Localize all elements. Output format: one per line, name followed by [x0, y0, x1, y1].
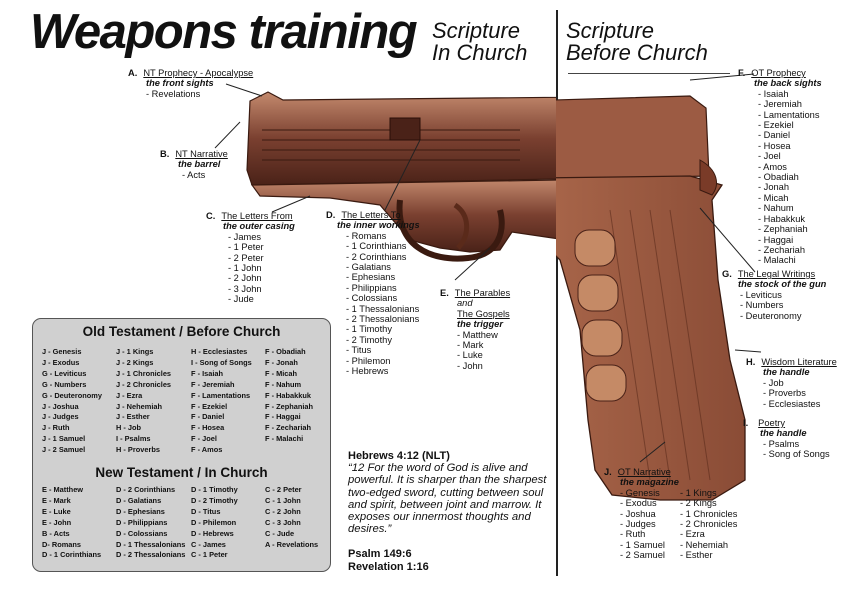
section-e-item: - Mark: [457, 340, 484, 351]
section-g-item: - Numbers: [740, 300, 784, 311]
section-j-item: - 1 Kings: [680, 487, 717, 498]
section-j-item: - Nehemiah: [680, 539, 729, 550]
ot-key-cell: J - Ruth: [42, 423, 70, 433]
nt-key-grid: [42, 485, 331, 561]
section-h-item: - Proverbs: [763, 388, 806, 399]
ot-key-cell: J - Ezra: [116, 390, 143, 400]
section-f: [738, 68, 822, 266]
section-j-item: - Judges: [620, 519, 656, 530]
section-f-item: - Joel: [758, 151, 781, 162]
section-j-letter: J.: [604, 467, 612, 477]
nt-key-cell: D - 1 Corinthians: [42, 550, 102, 560]
ot-key-cell: J - Nehemiah: [116, 401, 163, 411]
section-f-item: - Jeremiah: [758, 99, 802, 110]
section-e-name: The Parables: [454, 288, 511, 298]
section-d-item: - Philemon: [346, 355, 391, 366]
section-i-letter: I.: [743, 418, 749, 428]
section-c-item: - 1 Peter: [228, 242, 264, 253]
section-f-item: - Lamentations: [758, 109, 820, 120]
subtitle-right-line2: Before Church: [566, 40, 708, 65]
section-h-letter: H.: [746, 357, 756, 367]
section-j-col2: [680, 488, 750, 561]
section-e-name2: The Gospels: [457, 308, 510, 319]
ot-key-cell: F - Micah: [265, 368, 298, 378]
section-f-item: - Amos: [758, 161, 787, 172]
nt-key-cell: C - James: [191, 539, 226, 549]
hammer: [700, 160, 716, 195]
section-f-item: - Daniel: [758, 130, 791, 141]
section-e-tag: the trigger: [457, 319, 503, 330]
nt-key-cell: D - Colossians: [116, 528, 168, 538]
nt-key-cell: C - Jude: [265, 528, 295, 538]
section-d-item: - 1 Timothy: [346, 324, 392, 335]
section-b-name: NT Narrative: [175, 149, 228, 159]
section-b-tag: the barrel: [178, 159, 221, 170]
section-i: [743, 418, 830, 460]
nt-key-cell: C - 3 John: [265, 517, 301, 527]
section-d-item: - Colossians: [346, 293, 398, 304]
revelation-reference: Revelation 1:16: [348, 561, 429, 573]
nt-key-cell: D - 2 Thessalonians: [116, 550, 186, 560]
section-f-item: - Nahum: [758, 203, 794, 214]
section-j-item: - 1 Chronicles: [680, 508, 738, 519]
section-f-name: OT Prophecy: [751, 68, 806, 78]
nt-key-cell: E - Luke: [42, 506, 71, 516]
ot-key-cell: J - Judges: [42, 412, 79, 422]
section-j-item: - Ezra: [680, 529, 705, 540]
section-e-letter: E.: [440, 288, 449, 298]
section-e: [440, 288, 510, 371]
ot-key-cell: J - 1 Chronicles: [116, 368, 172, 378]
psalm-reference: Psalm 149:6: [348, 548, 412, 560]
section-c-item: - 2 Peter: [228, 252, 264, 263]
nt-key-cell: E - Matthew: [42, 485, 84, 494]
section-i-item: - Song of Songs: [763, 449, 830, 460]
section-f-item: - Ezekiel: [758, 120, 794, 131]
ot-key-cell: J - 2 Samuel: [42, 445, 86, 455]
section-d-item: - Galatians: [346, 262, 391, 273]
section-d-item: - 2 Corinthians: [346, 251, 407, 262]
subtitle-right-line1: Scripture: [566, 18, 655, 43]
verse-text: “12 For the word of God is alive and powerful. It is sharper than the sharpest two-edged sword, cutting between soul and spirit, between joint and marrow. It exposes our innermost thoughts and desires.”: [348, 462, 547, 536]
section-j-tag: the magazine: [620, 477, 679, 488]
ot-key-cell: J - 2 Kings: [116, 357, 154, 367]
nt-key-title: New Testament / In Church: [95, 465, 268, 480]
ot-key-cell: F - Zephaniah: [265, 401, 314, 411]
ot-key-cell: I - Song of Songs: [191, 357, 252, 367]
section-f-item: - Malachi: [758, 255, 796, 266]
section-c-item: - James: [228, 231, 262, 242]
ot-key-cell: J - 1 Samuel: [42, 434, 86, 444]
section-c: [206, 211, 295, 305]
ot-key-cell: F - Obadiah: [265, 347, 306, 356]
section-d-item: - 2 Timothy: [346, 334, 392, 345]
section-g-name: The Legal Writings: [737, 269, 816, 279]
section-j-item: - 2 Chronicles: [680, 519, 738, 530]
nt-key-cell: D - 2 Corinthians: [116, 485, 176, 494]
section-c-item: - 1 John: [228, 263, 262, 274]
section-c-item: - 2 John: [228, 273, 262, 284]
nt-key-cell: E - Mark: [42, 495, 71, 505]
section-g-letter: G.: [722, 269, 732, 279]
section-d-item: - 1 Corinthians: [346, 241, 407, 252]
section-j-columns: [604, 488, 750, 561]
section-c-item: - 3 John: [228, 283, 262, 294]
section-i-tag: the handle: [760, 428, 807, 439]
ot-key-cell: F - Joel: [191, 434, 217, 444]
section-j: [604, 467, 750, 561]
ot-key-title: Old Testament / Before Church: [82, 324, 281, 339]
section-h-tag: the handle: [763, 367, 810, 378]
ot-key-cell: G - Numbers: [42, 379, 87, 389]
section-j-item: - 2 Samuel: [620, 550, 665, 561]
ot-key-cell: I - Psalms: [116, 434, 151, 444]
section-e-item: - John: [457, 360, 483, 371]
ot-key-cell: F - Habakkuk: [265, 390, 312, 400]
ot-key-cell: G - Leviticus: [42, 368, 87, 378]
nt-key-cell: C - 1 John: [265, 495, 301, 505]
section-h-name: Wisdom Literature: [761, 357, 837, 367]
section-f-item: - Jonah: [758, 182, 790, 193]
ot-key-grid: [42, 347, 331, 456]
section-a: [128, 68, 253, 99]
section-d-name: The Letters To: [341, 210, 401, 220]
ot-key-cell: F - Zechariah: [265, 423, 311, 433]
ot-key-cell: H - Job: [116, 423, 142, 433]
section-d-item: - 1 Thessalonians: [346, 303, 420, 314]
ot-key-cell: J - 2 Chronicles: [116, 379, 172, 389]
nt-key-cell: D - Ephesians: [116, 506, 165, 516]
section-f-item: - Hosea: [758, 140, 791, 151]
section-c-item: - Jude: [228, 294, 254, 305]
ot-key-cell: F - Amos: [191, 445, 223, 455]
ot-key-cell: F - Isaiah: [191, 368, 224, 378]
ot-key-cell: H - Ecclesiastes: [191, 347, 248, 356]
ot-key-cell: F - Hosea: [191, 423, 225, 433]
ot-key-cell: J - Joshua: [42, 401, 79, 411]
book-key-box: [32, 318, 331, 572]
nt-key-cell: D- Romans: [42, 539, 82, 549]
nt-key-cell: B - Acts: [42, 528, 70, 538]
verse-reference: Hebrews 4:12 (NLT): [348, 450, 450, 462]
section-i-item: - Psalms: [763, 438, 800, 449]
section-c-letter: C.: [206, 211, 216, 221]
section-j-col1: [620, 488, 680, 561]
section-j-item: - Esther: [680, 550, 713, 561]
section-f-item: - Haggai: [758, 234, 794, 245]
nt-key-cell: D - Galatians: [116, 495, 162, 505]
section-h-item: - Ecclesiastes: [763, 398, 821, 409]
section-a-item: - Revelations: [146, 88, 201, 99]
section-d-item: - 2 Thessalonians: [346, 314, 420, 325]
nt-key-cell: D - 2 Timothy: [191, 495, 238, 505]
section-j-item: - 1 Samuel: [620, 539, 665, 550]
section-f-items: [738, 89, 822, 266]
section-f-tag: the back sights: [754, 78, 822, 89]
ot-key-cell: F - Daniel: [191, 412, 225, 422]
section-c-tag: the outer casing: [223, 221, 295, 232]
nt-key-cell: C - 1 Peter: [191, 550, 228, 560]
section-b-letter: B.: [160, 149, 170, 159]
section-e-item: - Luke: [457, 350, 483, 361]
section-b: [160, 149, 228, 180]
ot-key-cell: G - Deuteronomy: [42, 390, 102, 400]
ot-key-cell: J - Esther: [116, 412, 150, 422]
page-title: Weapons training: [30, 5, 417, 59]
section-e-and: and: [457, 298, 473, 309]
nt-key-cell: [265, 550, 331, 561]
ot-key-cell: F - Haggai: [265, 412, 301, 422]
ot-key-cell: [265, 445, 331, 456]
section-d-items: [326, 231, 420, 377]
section-j-name: OT Narrative: [617, 467, 671, 477]
section-g-item: - Deuteronomy: [740, 310, 802, 321]
ot-key-cell: F - Malachi: [265, 434, 304, 444]
nt-key-cell: C - 2 Peter: [265, 485, 302, 494]
section-g-tag: the stock of the gun: [738, 279, 827, 290]
section-f-item: - Zechariah: [758, 244, 806, 255]
nt-key-cell: D - Philippians: [116, 517, 168, 527]
ot-key-cell: H - Proverbs: [116, 445, 160, 455]
ot-key-cell: J - 1 Kings: [116, 347, 154, 356]
section-j-item: - Ruth: [620, 529, 646, 540]
ot-key-cell: J - Genesis: [42, 347, 82, 356]
subtitle-left-line1: Scripture: [432, 18, 521, 43]
section-h-item: - Job: [763, 377, 784, 388]
section-f-item: - Obadiah: [758, 172, 799, 183]
ot-key-cell: F - Jeremiah: [191, 379, 235, 389]
nt-key-cell: D - Philemon: [191, 517, 237, 527]
section-d-item: - Romans: [346, 230, 387, 241]
section-i-name: Poetry: [758, 418, 786, 428]
ot-key-cell: J - Exodus: [42, 357, 80, 367]
nt-key-cell: D - 1 Timothy: [191, 485, 238, 494]
section-d-item: - Titus: [346, 345, 372, 356]
section-d-item: - Ephesians: [346, 272, 396, 283]
section-f-item: - Habakkuk: [758, 213, 806, 224]
ot-key-cell: F - Nahum: [265, 379, 302, 389]
section-f-item: - Isaiah: [758, 88, 789, 99]
section-d-item: - Philippians: [346, 282, 397, 293]
ot-key-cell: F - Ezekiel: [191, 401, 228, 411]
section-a-tag: the front sights: [146, 78, 214, 89]
nt-key-cell: D - 1 Thessalonians: [116, 539, 186, 549]
pistol-frame: [252, 178, 600, 252]
section-e-item: - Matthew: [457, 329, 498, 340]
nt-key-cell: C - 2 John: [265, 506, 301, 516]
section-c-name: The Letters From: [221, 211, 293, 221]
section-d-item: - Hebrews: [346, 366, 389, 377]
section-a-letter: A.: [128, 68, 138, 78]
section-j-item: - Joshua: [620, 508, 656, 519]
section-g-item: - Leviticus: [740, 289, 782, 300]
section-j-item: - Exodus: [620, 498, 657, 509]
section-b-item: - Acts: [182, 169, 206, 180]
ot-key-cell: F - Lamentations: [191, 390, 251, 400]
nt-key-cell: A - Revelations: [265, 539, 319, 549]
section-f-letter: F.: [738, 68, 746, 78]
section-f-item: - Zephaniah: [758, 224, 808, 235]
ot-key-cell: F - Jonah: [265, 357, 298, 367]
section-a-name: NT Prophecy - Apocalypse: [143, 68, 254, 78]
section-j-item: - 2 Kings: [680, 498, 717, 509]
verse-crossrefs: [348, 548, 429, 574]
section-f-item: - Micah: [758, 192, 789, 203]
section-d: [326, 210, 420, 377]
section-g: [722, 269, 826, 321]
section-j-item: - Genesis: [620, 487, 660, 498]
nt-key-cell: D - Hebrews: [191, 528, 234, 538]
nt-key-cell: E - John: [42, 517, 72, 527]
subtitle-left-line2: In Church: [432, 40, 528, 65]
nt-key-cell: D - Titus: [191, 506, 221, 516]
section-d-tag: the inner workings: [337, 220, 420, 231]
section-h: [746, 357, 837, 409]
section-d-letter: D.: [326, 210, 336, 220]
ejection-port: [390, 118, 420, 140]
